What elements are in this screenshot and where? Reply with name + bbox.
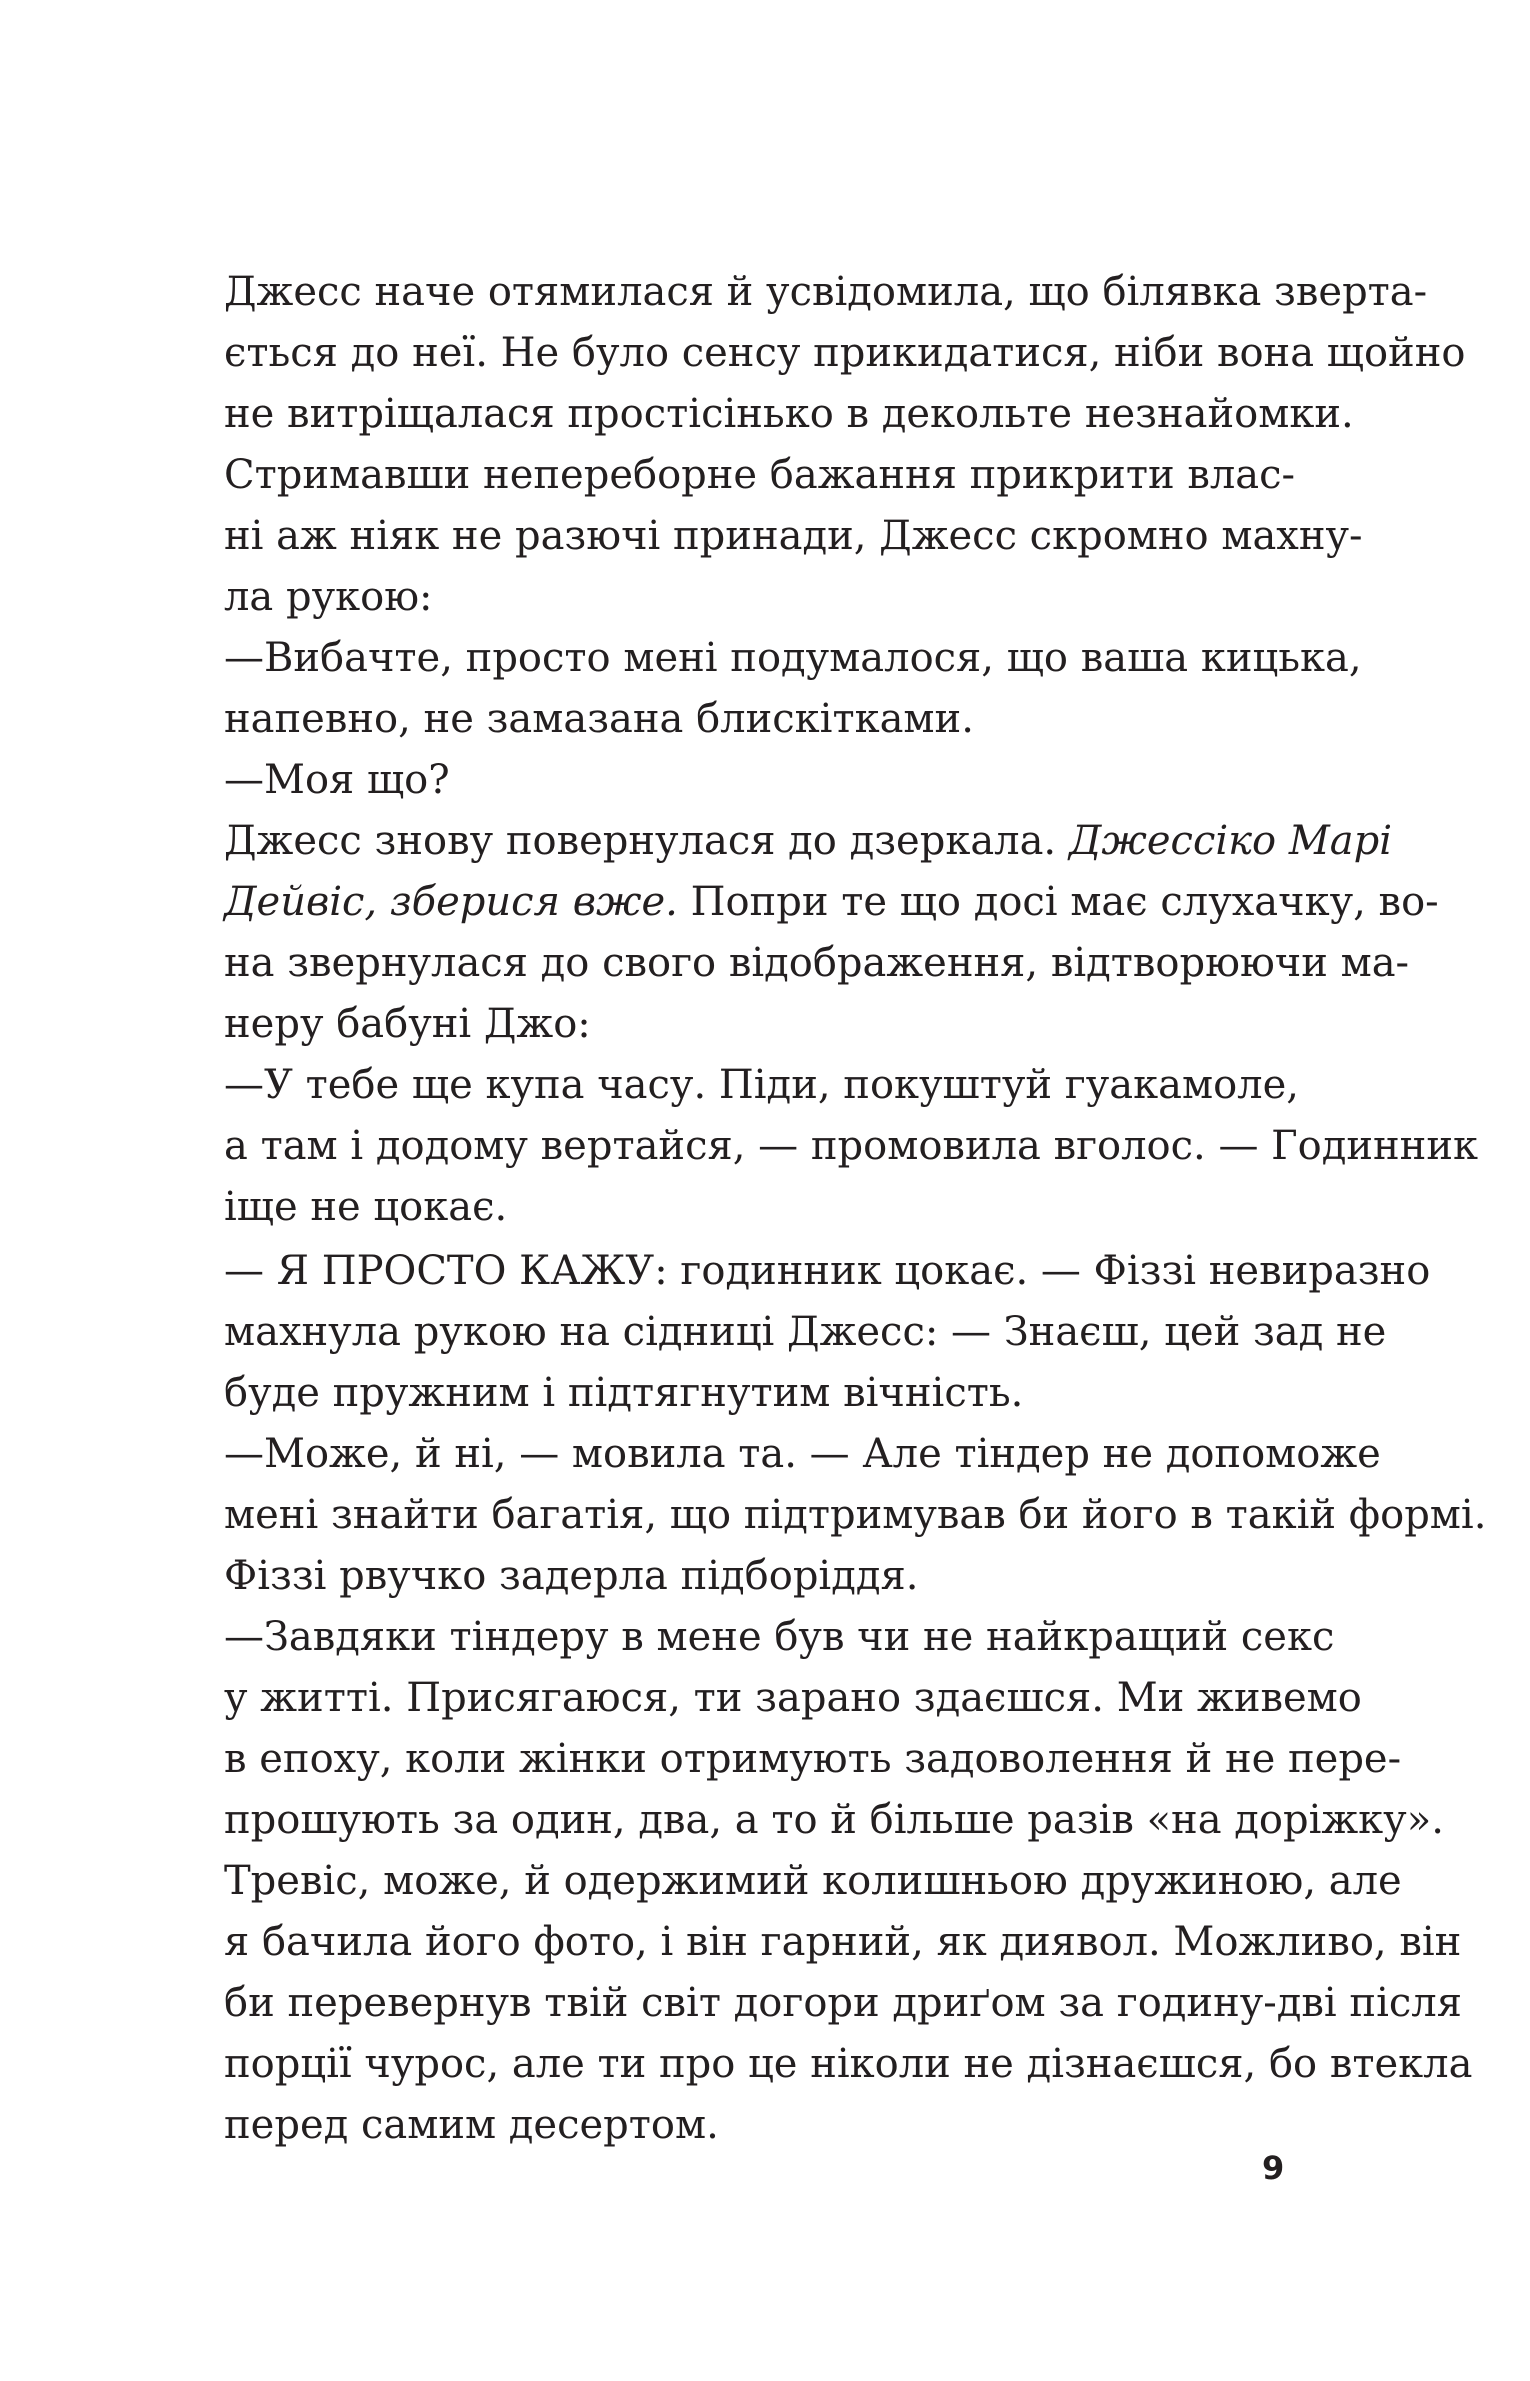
text-line: ється до неї. Не було сенсу прикидатися, ніби вона щойно bbox=[224, 330, 1466, 376]
text-line: Джесс наче отямилася й усвідомила, що білявка зверта- bbox=[224, 269, 1428, 315]
text-line: порції чурос, але ти про це ніколи не дізнаєшся, бо втекла bbox=[224, 2041, 1473, 2087]
text-line: перед самим десертом. bbox=[224, 2102, 719, 2148]
text-line: напевно, не замазана блискітками. bbox=[224, 696, 974, 742]
text-line: неру бабуні Джо: bbox=[224, 1001, 591, 1047]
text-line bbox=[224, 811, 1393, 872]
text-line: ла рукою: bbox=[224, 574, 433, 620]
text-line: іще не цокає. bbox=[224, 1184, 508, 1230]
text-line: у житті. Присягаюся, ти зарано здаєшся. Ми живемо bbox=[224, 1675, 1362, 1721]
text-line: —Вибачте, просто мені подумалося, що ваша кицька, bbox=[224, 635, 1362, 681]
text-line bbox=[224, 872, 1439, 933]
text-line: Тревіс, може, й одержимий колишньою дружиною, але bbox=[224, 1858, 1402, 1904]
text-line: буде пружним і підтягнутим вічність. bbox=[224, 1370, 1024, 1416]
text-line: в епоху, коли жінки отримують задоволення й не пере- bbox=[224, 1736, 1402, 1782]
text-line: ні аж ніяк не разючі принади, Джесс скромно махну- bbox=[224, 513, 1363, 559]
text-line: —Моя що? bbox=[224, 757, 450, 803]
text-line: Фіззі рвучко задерла підборіддя. bbox=[224, 1553, 919, 1599]
text-line: —У тебе ще купа часу. Піди, покуштуй гуакамоле, bbox=[224, 1062, 1299, 1108]
text-line: махнула рукою на сідниці Джесс: — Знаєш, цей зад не bbox=[224, 1309, 1387, 1355]
text-block-top bbox=[224, 262, 1479, 1238]
page-number: 9 bbox=[1262, 2149, 1285, 2187]
text-line: прошують за один, два, а то й більше разів «на доріжку». bbox=[224, 1797, 1444, 1843]
text-line: —Може, й ні, — мовила та. — Але тіндер не допоможе bbox=[224, 1431, 1381, 1477]
text-line: би перевернув твій світ догори дриґом за годину-дві після bbox=[224, 1980, 1462, 2026]
text-line: на звернулася до свого відображення, відтворюючи ма- bbox=[224, 940, 1410, 986]
text-line: Стримавши непереборне бажання прикрити влас- bbox=[224, 452, 1296, 498]
text-line: не витріщалася простісінько в декольте незнайомки. bbox=[224, 391, 1354, 437]
text-block-bottom bbox=[224, 1241, 1487, 2156]
text-run: Джесс знову повернулася до дзеркала. bbox=[224, 818, 1069, 864]
text-line: мені знайти багатія, що підтримував би його в такій формі. bbox=[224, 1492, 1487, 1538]
italic-run: Джессіко Марі bbox=[1068, 818, 1393, 864]
text-line: —Завдяки тіндеру в мене був чи не найкращий секс bbox=[224, 1614, 1335, 1660]
italic-run: Дейвіс, зберися вже. bbox=[224, 879, 678, 925]
text-line: я бачила його фото, і він гарний, як диявол. Можливо, він bbox=[224, 1919, 1462, 1965]
text-line: — Я ПРОСТО КАЖУ: годинник цокає. — Фіззі невиразно bbox=[224, 1248, 1431, 1294]
text-run: Попри те що досі має слухачку, во- bbox=[677, 879, 1439, 925]
text-line: а там і додому вертайся, — промовила вголос. — Годинник bbox=[224, 1123, 1479, 1169]
